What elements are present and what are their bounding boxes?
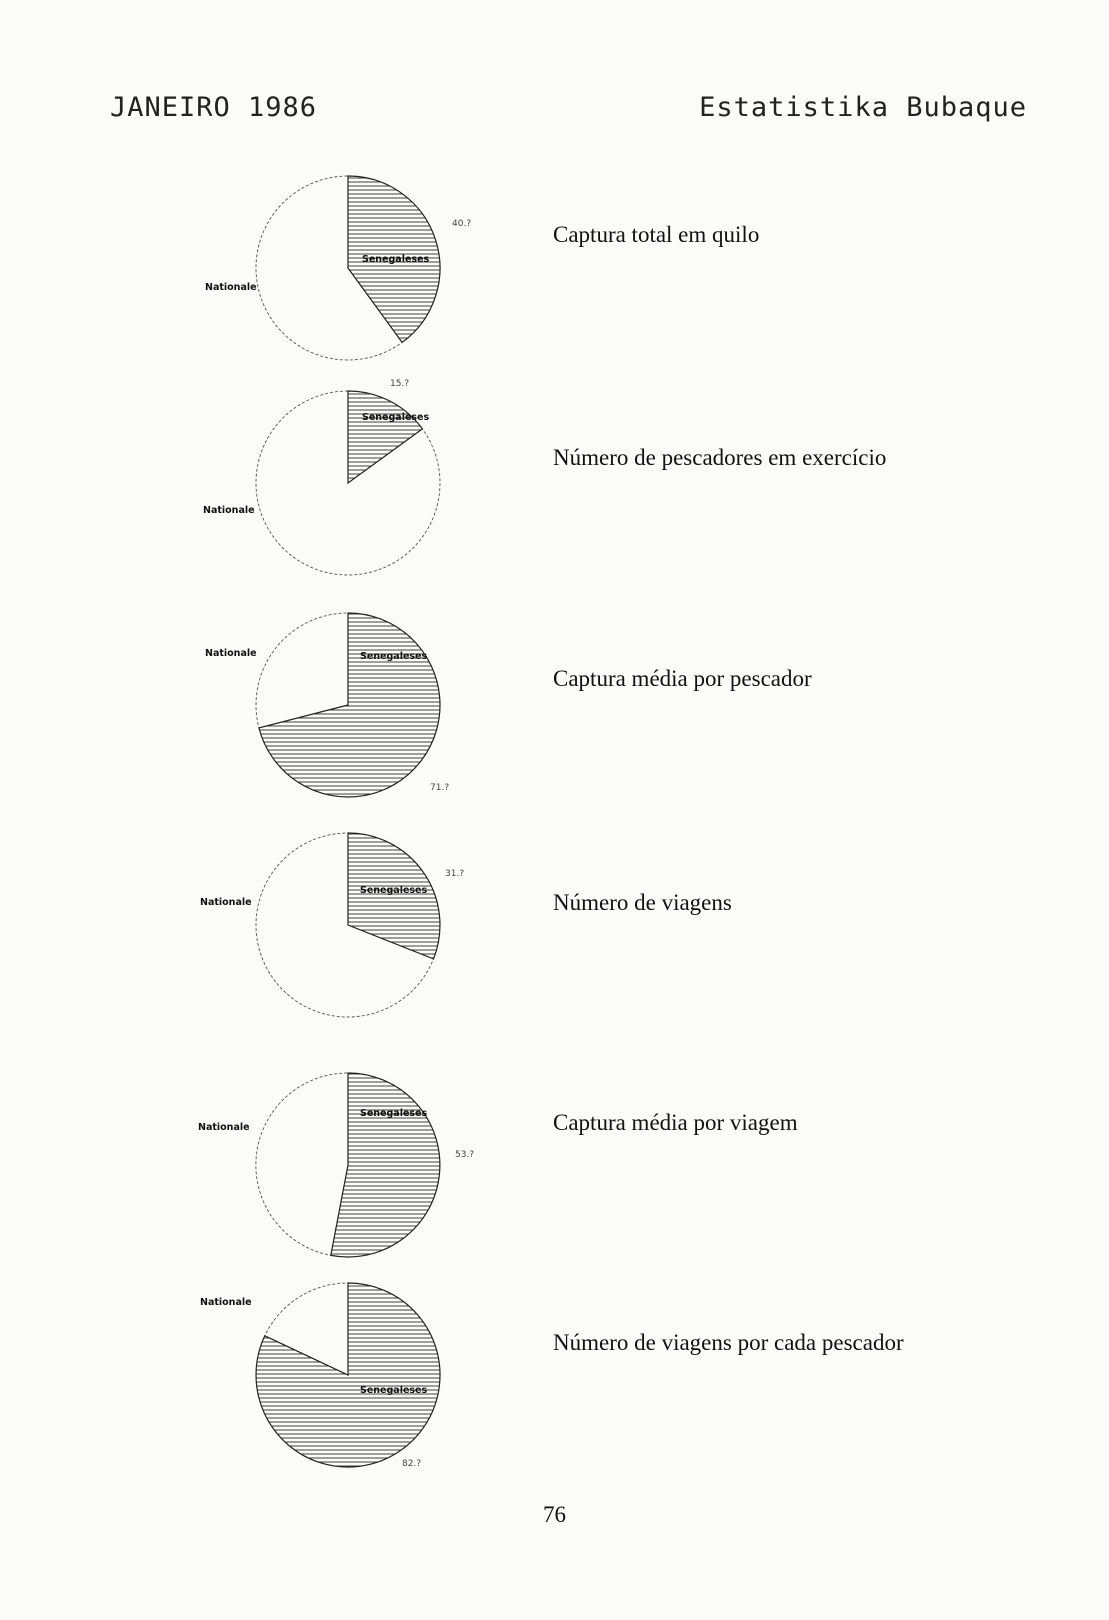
- page-number: 76: [543, 1502, 566, 1527]
- pie-chart-4: [200, 833, 732, 1017]
- slice-label-senegaleses: Senegaleses: [362, 412, 430, 423]
- slice-percent-label: 71.?: [430, 783, 450, 793]
- slice-percent-label: 31.?: [445, 869, 465, 879]
- pie-chart-1: [205, 176, 759, 360]
- slice-label-senegaleses: Senegaleses: [360, 885, 428, 896]
- pie-chart-3: [205, 613, 812, 797]
- header-date: JANEIRO 1986: [110, 92, 318, 123]
- slice-percent-label: 40.?: [452, 219, 472, 229]
- chart-caption: Captura média por pescador: [553, 666, 812, 691]
- slice-label-senegaleses: Senegaleses: [362, 254, 430, 265]
- pie-slice-nationale: [256, 1073, 348, 1255]
- header-title: Estatistika Bubaque: [699, 92, 1027, 123]
- chart-caption: Número de viagens por cada pescador: [553, 1330, 904, 1355]
- slice-label-senegaleses: Senegaleses: [360, 1385, 428, 1396]
- chart-caption: Número de viagens: [553, 890, 732, 915]
- slice-percent-label: 82.?: [402, 1459, 422, 1469]
- slice-label-senegaleses: Senegaleses: [360, 651, 428, 662]
- slice-label-senegaleses: Senegaleses: [360, 1108, 428, 1119]
- slice-label-nationale: Nationale: [200, 897, 252, 908]
- chart-caption: Captura média por viagem: [553, 1110, 798, 1135]
- chart-caption: Número de pescadores em exercício: [553, 445, 887, 470]
- slice-label-nationale: Nationale: [203, 505, 255, 516]
- chart-caption: Captura total em quilo: [553, 222, 760, 247]
- slice-label-nationale: Nationale: [205, 282, 257, 293]
- pie-chart-2: [203, 379, 886, 575]
- slice-percent-label: 15.?: [390, 379, 410, 389]
- slice-label-nationale: Nationale: [198, 1122, 250, 1133]
- slice-percent-label: 53.?: [455, 1150, 475, 1160]
- slice-label-nationale: Nationale: [200, 1297, 252, 1308]
- pie-chart-6: [200, 1283, 904, 1469]
- pie-chart-5: [198, 1073, 798, 1257]
- slice-label-nationale: Nationale: [205, 648, 257, 659]
